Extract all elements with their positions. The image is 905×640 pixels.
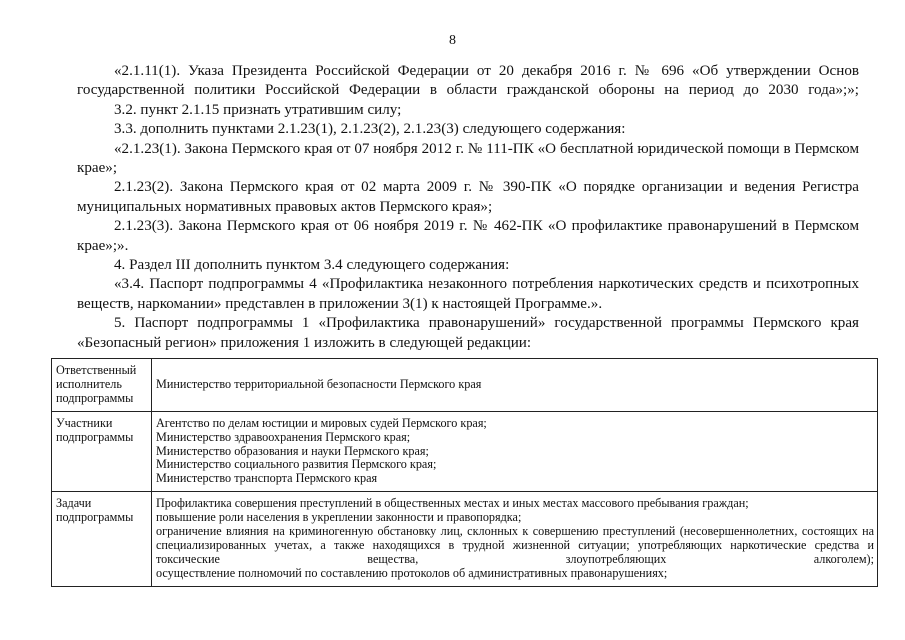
table-row xyxy=(52,492,878,586)
row-label-tasks: Задачи подпрограммы xyxy=(52,492,152,586)
paragraph-item-3-4: «3.4. Паспорт подпрограммы 4 «Профилактика незаконного потребления наркотических средств и психотропных веществ, наркомании» представлен в приложении 3(1) к настоящей Программе.». xyxy=(77,276,859,312)
list-item: ограничение влияния на криминогенную обстановку лиц, склонных к совершению преступлений (несовершеннолетних, состоящих на специализированных учетах, а также находящихся в трудной жизненной ситуации; употребляющих наркотические средства и токсические вещества, злоупотребляющих алкоголем); xyxy=(156,524,874,566)
paragraph-decree-2-1-11: «2.1.11(1). Указа Президента Российской Федерации от 20 декабря 2016 г. № 696 «Об утверждении Основ государственной политики Российской Федерации в области гражданской обороны на период до 2030 года»;»; xyxy=(77,63,859,99)
row-value-tasks xyxy=(152,492,878,586)
paragraph-item-5: 5. Паспорт подпрограммы 1 «Профилактика правонарушений» государственной программы Пермского края «Безопасный регион» приложения 1 изложить в следующей редакции: xyxy=(77,315,859,351)
paragraph-law-2-1-23-2: 2.1.23(2). Закона Пермского края от 02 марта 2009 г. № 390-ПК «О порядке организации и ведения Регистра муниципальных нормативных правовых актов Пермского края»; xyxy=(77,179,859,215)
paragraph-item-3-2: 3.2. пункт 2.1.15 признать утратившим силу; xyxy=(114,101,402,118)
page-number: 8 xyxy=(449,33,456,48)
subprogram-passport-table xyxy=(51,358,878,587)
document-body xyxy=(77,62,859,353)
paragraph-law-2-1-23-1: «2.1.23(1). Закона Пермского края от 07 ноября 2012 г. № 111-ПК «О бесплатной юридической помощи в Пермском крае»; xyxy=(77,140,859,177)
row-label-responsible-executor: Ответственный исполнитель подпрограммы xyxy=(52,359,152,412)
list-item: Министерство социального развития Пермского края; xyxy=(156,457,437,472)
list-item: Министерство территориальной безопасности Пермского края xyxy=(156,376,482,391)
row-value-participants xyxy=(152,411,878,492)
list-item: Министерство образования и науки Пермского края; xyxy=(156,443,429,458)
list-item: Министерство здравоохранения Пермского края; xyxy=(156,429,411,444)
list-item: повышение роли населения в укреплении законности и правопорядка; xyxy=(156,510,522,525)
paragraph-item-4: 4. Раздел III дополнить пунктом 3.4 следующего содержания: xyxy=(114,257,510,274)
list-item: осуществление полномочий по составлению протоколов об административных правонарушениях; xyxy=(156,565,668,580)
paragraph-item-3-3: 3.3. дополнить пунктами 2.1.23(1), 2.1.23(2), 2.1.23(3) следующего содержания: xyxy=(114,121,626,138)
row-label-participants: Участники подпрограммы xyxy=(52,411,152,492)
row-value-responsible-executor xyxy=(152,359,878,412)
list-item: Министерство транспорта Пермского края xyxy=(156,471,378,486)
list-item: Профилактика совершения преступлений в общественных местах и иных местах массового пребывания граждан; xyxy=(156,496,749,511)
paragraph-law-2-1-23-3: 2.1.23(3). Закона Пермского края от 06 ноября 2019 г. № 462-ПК «О профилактике правонарушений в Пермском крае»;». xyxy=(77,218,859,254)
list-item: Агентство по делам юстиции и мировых судей Пермского края; xyxy=(156,415,487,430)
table-row xyxy=(52,411,878,492)
table-row xyxy=(52,359,878,412)
